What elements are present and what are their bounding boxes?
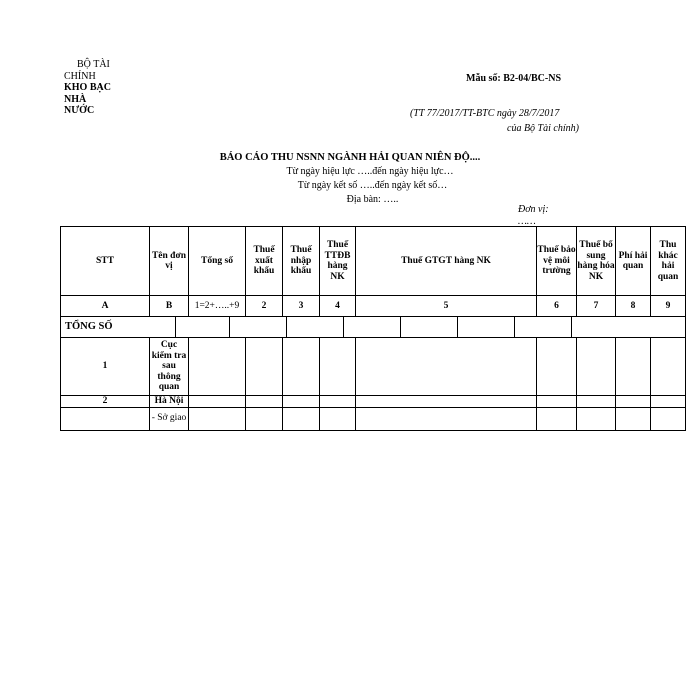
report-table [60, 226, 686, 431]
row-cell [246, 407, 283, 430]
code-cell: A [61, 296, 150, 317]
total-row-inner [61, 317, 685, 337]
row-cell [537, 396, 577, 408]
row-cell [320, 407, 356, 430]
row-cell [189, 396, 246, 408]
col-header-stt: STT [61, 227, 150, 296]
total-row-cell [61, 317, 686, 338]
row-cell [356, 396, 537, 408]
col-header-ttdb: Thuế TTĐB hàng NK [320, 227, 356, 296]
code-cell: 6 [537, 296, 577, 317]
area-line: Địa bàn: ….. [346, 194, 399, 205]
row-cell [320, 396, 356, 408]
form-number: Mẫu số: B2-04/BC-NS [466, 73, 562, 84]
total-label: TỔNG SỐ [61, 317, 176, 337]
total-row [61, 317, 686, 338]
settlement-period: Từ ngày kết số …..đến ngày kết số… [297, 180, 448, 191]
row-cell [651, 338, 686, 396]
code-cell: 5 [356, 296, 537, 317]
row-cell [356, 338, 537, 396]
organization-block [64, 59, 111, 117]
row-cell [356, 407, 537, 430]
row-cell [537, 338, 577, 396]
org-line: NƯỚC [64, 105, 95, 116]
header-row [61, 227, 686, 296]
total-cell [286, 317, 344, 337]
report-title: BÁO CÁO THU NSNN NGÀNH HẢI QUAN NIÊN ĐỘ.... [219, 152, 481, 163]
col-header-total: Tổng số [189, 227, 246, 296]
total-cell [229, 317, 287, 337]
table-row [61, 396, 686, 408]
code-cell: 8 [616, 296, 651, 317]
code-cell: B [150, 296, 189, 317]
row-cell [189, 407, 246, 430]
code-row [61, 296, 686, 317]
col-header-import: Thuế nhập khẩu [283, 227, 320, 296]
unit-label: Đơn vị: [518, 204, 549, 215]
circular-reference: (TT 77/2017/TT-BTC ngày 28/7/2017 [410, 108, 560, 119]
row-cell [537, 407, 577, 430]
total-cell [343, 317, 401, 337]
row-cell [616, 396, 651, 408]
row-stt [61, 407, 150, 430]
row-cell [189, 338, 246, 396]
code-cell: 4 [320, 296, 356, 317]
total-cell [514, 317, 572, 337]
table-row [61, 407, 686, 430]
col-header-environment: Thuế bảo vệ môi trường [537, 227, 577, 296]
col-header-name: Tên đơn vị [150, 227, 189, 296]
code-cell: 3 [283, 296, 320, 317]
unit-block [518, 204, 549, 228]
row-cell [283, 396, 320, 408]
total-cell [457, 317, 515, 337]
col-header-gtgt: Thuế GTGT hàng NK [356, 227, 537, 296]
row-name: - Sở giao [150, 407, 189, 430]
row-cell [246, 396, 283, 408]
col-header-supplement: Thuế bổ sung hàng hóa NK [577, 227, 616, 296]
code-cell: 1=2+…..+9 [189, 296, 246, 317]
row-cell [577, 338, 616, 396]
col-header-customs-fee: Phí hải quan [616, 227, 651, 296]
col-header-export: Thuế xuất khẩu [246, 227, 283, 296]
row-stt: 2 [61, 396, 150, 408]
issuer-reference: của Bộ Tài chính) [507, 123, 579, 134]
org-line: BỘ TÀI [77, 59, 110, 70]
row-cell [246, 338, 283, 396]
table-row [61, 338, 686, 396]
row-cell [616, 407, 651, 430]
org-line: CHÍNH [64, 70, 96, 82]
code-cell: 9 [651, 296, 686, 317]
row-cell [577, 407, 616, 430]
row-cell [651, 407, 686, 430]
total-cell [171, 317, 230, 337]
row-name: Hà Nội [150, 396, 189, 408]
org-line: NHÀ [64, 93, 87, 105]
row-cell [320, 338, 356, 396]
org-line: KHO BẠC [64, 82, 111, 93]
row-cell [283, 407, 320, 430]
code-cell: 2 [246, 296, 283, 317]
effective-period: Từ ngày hiệu lực …..đến ngày hiệu lực… [286, 166, 454, 177]
row-cell [283, 338, 320, 396]
unit-value: …… [518, 216, 536, 227]
total-cell [400, 317, 458, 337]
row-name: Cục kiểm tra sau thông quan [150, 338, 189, 396]
row-stt: 1 [61, 338, 150, 396]
code-cell: 7 [577, 296, 616, 317]
row-cell [651, 396, 686, 408]
row-cell [616, 338, 651, 396]
row-cell [577, 396, 616, 408]
col-header-other: Thu khác hải quan [651, 227, 686, 296]
